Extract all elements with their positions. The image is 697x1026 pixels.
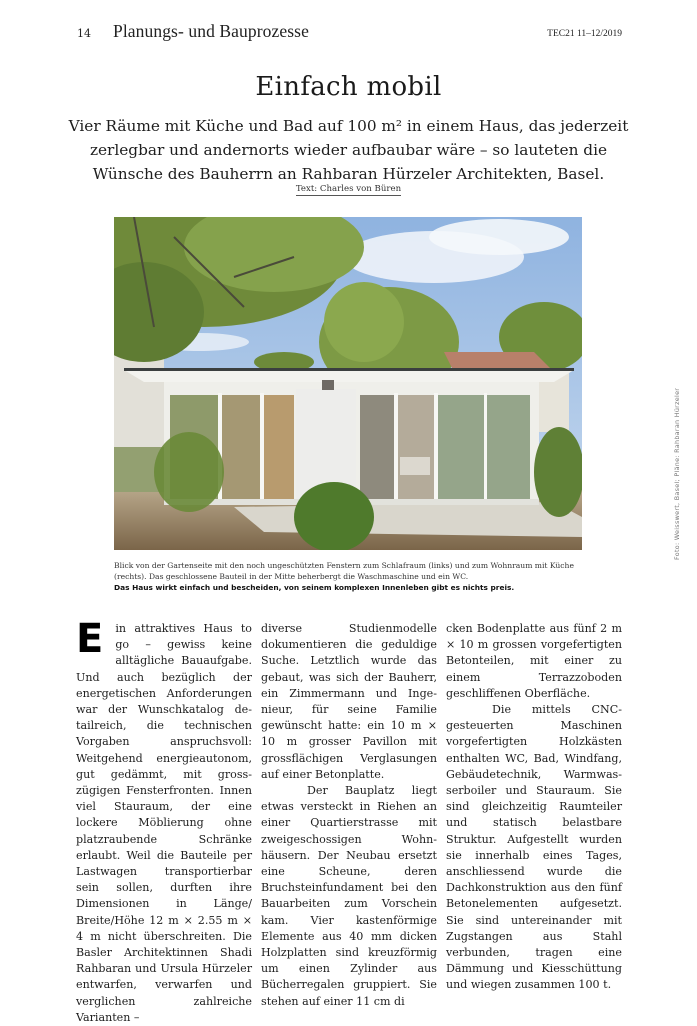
body-paragraph: diverse Studienmodelle dokumentieren die geduldige Suche. Letztlich wurde das gebaut, was sich der Bauherr, ein Zimmermann und Ingenieur, für seine Familie gewünscht hatte: ein 10 m × 10 m grosser Pavillon mit grossflächigen Verglasungen auf einer Betonplatte. [261, 622, 437, 781]
caption-text: Blick von der Gartenseite mit den noch ungeschützten Fenstern zum Schlafraum (links) und zum Wohnraum mit Küche (rechts). Das geschlossene Bauteil in der Mitte beherbergt die Waschmaschine und ein WC. [114, 561, 574, 581]
cloud [429, 219, 569, 255]
shrub [154, 432, 224, 512]
window-left-2 [222, 395, 260, 499]
door-wood [264, 395, 294, 499]
tree-canopy [324, 282, 404, 362]
window-right-1 [360, 395, 394, 499]
body-paragraph: Der Bauplatz liegt etwas versteckt in Riehen an einer Quartierstrasse mit zweigeschossigen Wohnhäusern. Der Neubau ersetzt eine Scheune, deren Bruchsteinfundament bei den Bauarbeiten zum Vorschein kam. Vier kastenförmige Elemente aus 40 mm dicken Holzplatten sind kreuzförmig um einen Zylinder aus Bücherregalen gruppiert. Sie stehen auf einer 11 cm di [261, 784, 437, 1008]
body-paragraph: cken Bodenplatte aus fünf 2 m × 10 m grossen vorgefertigten Betonteilen, mit einer zu einem Terrazzoboden geschliffenen Oberfläche. [446, 622, 622, 700]
body-paragraph: Die mittels CNC-gesteuerten Maschinen vorgefertigten Holzkästen enthalten WC, Bad, Windfang, Gebäudetechnik, Warmwasserboiler und Stauraum. Sie sind gleichzeitig Raumteiler und statisch belastbare Struktur. Aufgestellt wurden sie innerhalb eines Tages, anschliessend wurde die Dachkonstruktion aus den fünf Betonelementen aufgesetzt. Sie sind untereinander mit Zugstangen aus Stahl verbunden, tragen eine Dämmung und Kiesschüttung und wiegen zusammen 100 t. [446, 703, 622, 992]
downpipe-head [322, 380, 334, 390]
kitchen-counter [400, 457, 430, 475]
shrub [534, 427, 582, 517]
mullion [434, 393, 438, 501]
roof-slab [124, 370, 574, 382]
author-name: Text: Charles von Büren [295, 184, 402, 194]
page-number: 14 [77, 27, 91, 40]
journal-issue: TEC21 11–12/2019 [547, 29, 622, 39]
author-byline [0, 184, 697, 194]
body-column-3 [446, 621, 622, 994]
section-title: Planungs- und Bauprozesse [113, 21, 309, 41]
pavilion-photo-illustration [114, 217, 582, 550]
photo-credit: Foto: Weisswert, Basel; Pläne: Rahbaran Hürzeler [673, 387, 681, 560]
shrub [294, 482, 374, 550]
photo-caption [114, 560, 594, 593]
gravel [234, 502, 582, 537]
body-paragraph: in attraktives Haus to go – gewiss keine alltägliche Bauaufgabe. Und auch bezüglich der energetischen Anforderungen war der Wunschkatalog detailreich, die technischen Vorgaben anspruchsvoll: Weitgehend energieautonom, gut gedämmt, mit grosszügigen Fensterfronten. Innen viel Stauraum, der eine lockere Möblierung ohne platzraubende Schränke erlaubt. Weil die Bauteile per Lastwagen transportierbar sein sollen, durften ihre Dimensionen in Länge/ Breite/Höhe 12 m × 2.55 m × 4 m nicht überschreiten. Die Basler Architektinnen Shadi Rahbaran und Ursula Hürzeler entwarfen, verwarfen und verglichen zahlreiche Varianten – [76, 622, 252, 1024]
body-column-2 [261, 621, 437, 1010]
mullion [484, 393, 487, 501]
caption-bold: Das Haus wirkt einfach und bescheiden, von seinem komplexen Innenleben gibt es nichts preis. [114, 583, 515, 592]
mullion [260, 393, 264, 501]
body-column-1 [76, 616, 252, 1026]
mullion [394, 393, 398, 501]
window-right-2 [398, 395, 434, 499]
article-title: Einfach mobil [255, 72, 442, 102]
article-lead: Vier Räume mit Küche und Bad auf 100 m² in einem Haus, das jederzeit zerlegbar und andernorts wieder aufbaubar wäre – so lauteten die Wünsche des Bauherrn an Rahbaran Hürzeler Architekten, Basel. [68, 117, 629, 183]
roof-edge [124, 368, 574, 371]
article-photo [114, 217, 582, 550]
drop-cap: E [76, 616, 104, 662]
